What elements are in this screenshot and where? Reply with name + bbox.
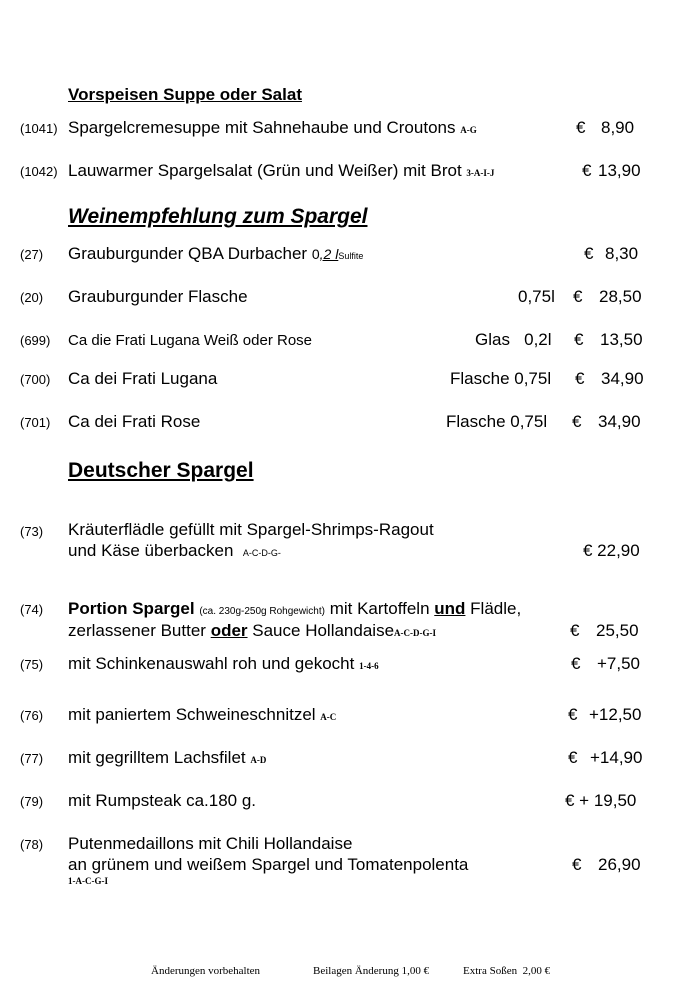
item-price: 8,90 [601, 118, 635, 137]
currency: € [572, 412, 582, 431]
item-price: 25,50 [596, 621, 639, 640]
item-number: (79) [20, 794, 44, 809]
item-price: 34,90 [598, 412, 641, 431]
item-price: +7,50 [597, 654, 641, 673]
item-number: (78) [20, 837, 44, 852]
menu-item-75 [68, 655, 379, 672]
item-price: 28,50 [599, 287, 642, 306]
item-text: mit Schinkenauswahl roh und gekocht [68, 654, 355, 673]
item-price: 13,50 [600, 330, 643, 349]
footer-beilagen: Beilagen Änderung 1,00 € [313, 965, 430, 977]
item-quantity: Flasche 0,75l [446, 412, 548, 431]
item-price: € 22,90 [583, 541, 640, 560]
allergen-codes: A-C [320, 712, 337, 722]
allergen-codes: 1-4-6 [359, 661, 379, 671]
emphasis-und: und [434, 599, 466, 618]
menu-item-74 [68, 600, 521, 617]
item-text-end: Flädle, [470, 599, 522, 618]
emphasis-oder: oder [210, 621, 248, 640]
menu-item-78-line1: Putenmedaillons mit Chili Hollandaise [68, 834, 353, 853]
item-number: (1042) [20, 164, 58, 179]
item-number: (700) [20, 372, 51, 387]
menu-item-73 [68, 542, 281, 559]
footer-sossen: Extra Soßen 2,00 € [463, 965, 551, 977]
item-number: (699) [20, 333, 51, 348]
item-price: 13,90 [598, 161, 641, 180]
allergen-codes: A-C-D-G-I [394, 628, 437, 638]
menu-item-27 [68, 245, 363, 262]
menu-item-79: mit Rumpsteak ca.180 g. [68, 791, 257, 810]
item-text: Lauwarmer Spargelsalat (Grün und Weißer) mit Brot [68, 161, 462, 180]
allergen-codes: 3-A-I-J [466, 168, 495, 178]
item-text-line1: Kräuterflädle gefüllt mit Spargel-Shrimps-Ragout [68, 520, 434, 539]
item-price: 26,90 [598, 855, 641, 874]
item-text: Grauburgunder QBA Durbacher [68, 244, 308, 263]
item-quantity: Flasche 0,75l [450, 369, 552, 388]
currency: € [571, 654, 581, 673]
item-price: € + 19,50 [565, 791, 637, 810]
sulfite-note: Sulfite [338, 251, 364, 261]
item-number: (76) [20, 708, 44, 723]
item-price: +14,90 [590, 748, 643, 767]
currency: € [573, 287, 583, 306]
item-text: mit paniertem Schweineschnitzel [68, 705, 316, 724]
menu-item-1042 [68, 162, 494, 179]
item-text-line2: zerlassener Butter oder Sauce HollandaiseA-C-D-G-I [68, 621, 437, 640]
item-price: +12,50 [589, 705, 642, 724]
item-number: (73) [20, 524, 44, 539]
section-title-spargel: Deutscher Spargel [68, 459, 254, 482]
item-number: (1041) [20, 121, 58, 136]
footer-note: Änderungen vorbehalten [151, 965, 261, 977]
menu-item-700: Ca dei Frati Lugana [68, 369, 218, 388]
item-quantity: 0,75l [518, 287, 555, 306]
currency: € [572, 855, 582, 874]
item-text: mit gegrilltem Lachsfilet [68, 748, 246, 767]
currency: € [582, 161, 592, 180]
item-number: (20) [20, 290, 44, 305]
menu-item-78-line2: an grünem und weißem Spargel und Tomatenpolenta [68, 855, 469, 874]
item-price: 8,30 [605, 244, 639, 263]
currency: € [568, 748, 578, 767]
item-text: Spargelcremesuppe mit Sahnehaube und Croutons [68, 118, 456, 137]
allergen-codes: A-C-D-G- [242, 548, 281, 558]
menu-item-1041 [68, 119, 477, 136]
menu-item-701: Ca dei Frati Rose [68, 412, 201, 431]
menu-item-76 [68, 706, 336, 723]
item-price: 34,90 [601, 369, 644, 388]
currency: € [576, 118, 586, 137]
section-title-wein: Weinempfehlung zum Spargel [68, 205, 368, 228]
item-number: (27) [20, 247, 44, 262]
menu-item-699: Ca die Frati Lugana Weiß oder Rose [68, 332, 313, 349]
item-text: mit Kartoffeln [329, 599, 430, 618]
item-title: Portion Spargel [68, 599, 195, 618]
allergen-codes: A-G [460, 125, 477, 135]
item-text-line2: und Käse überbacken [68, 541, 234, 560]
allergen-codes: 1-A-C-G-I [68, 876, 108, 886]
menu-item-77 [68, 749, 266, 766]
volume: 0,2 l [311, 246, 339, 262]
item-number: (77) [20, 751, 44, 766]
item-number: (75) [20, 657, 44, 672]
currency: € [570, 621, 580, 640]
allergen-codes: A-D [250, 755, 267, 765]
item-number: (701) [20, 415, 51, 430]
item-number: (74) [20, 602, 44, 617]
currency: € [568, 705, 578, 724]
menu-item-20: Grauburgunder Flasche [68, 287, 248, 306]
weight-note: (ca. 230g-250g Rohgewicht) [199, 606, 325, 617]
item-quantity: Glas 0,2l [475, 330, 552, 349]
currency: € [575, 369, 585, 388]
section-title-vorspeisen: Vorspeisen Suppe oder Salat [68, 85, 302, 104]
currency: € [574, 330, 584, 349]
currency: € [584, 244, 594, 263]
